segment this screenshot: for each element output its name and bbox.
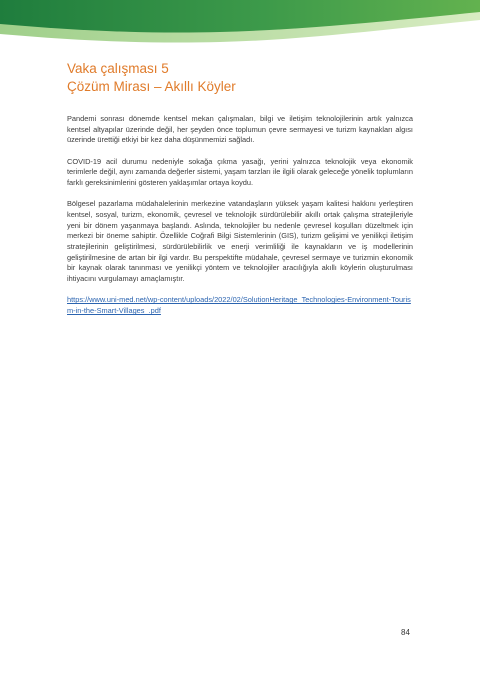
paragraph-3: Bölgesel pazarlama müdahalelerinin merkezine vatandaşların yüksek yaşam kalitesi hakkını yerleştiren kentsel, sosyal, turizm, ekonomik, çevresel ve teknolojik sürdürülebilir akıllı ortak çalışma stratejileriyle yeni bir dönem yaşanmaya başlandı. Aslında, teknolojiler bu nedenle çevresel koşulları düzeltmek için merkezi bir öneme sahiptir. Özellikle Coğrafi Bilgi Sistemlerinin (GIS), turizm gelişimi ve yenilikçi iletişim stratejilerinin geliştirilmesi, sürdürülebilirlik ve enerji verimliliği ile kaynakların ve iş modellerinin geliştirilmesine de artan bir ilgi vardır. Bu perspektifte müdahale, çevresel sermaye ve turizmin ekonomik bir kaynak olarak tanınması ve yenilikçi yöntem ve teknolojiler aracılığıyla akıllı köylerin oluşturulması ihtiyacını vurgulamayı amaçlamıştır. [67,199,413,284]
case-study-number: Vaka çalışması 5 [67,61,169,76]
paragraph-2: COVID-19 acil durumu nedeniyle sokağa çıkma yasağı, yerini yalnızca teknolojik veya ekonomik terimlerle değil, aynı zamanda değerler sistemi, yaşam tarzları ile ilgili olarak geleceğe yönelik toplumların farklı gereksinimlerini gösteren yaklaşımlar ortaya koydu. [67,156,413,188]
case-study-title [67,60,236,96]
source-link[interactable]: https://www.uni-med.net/wp-content/uploads/2022/02/SolutionHeritage_Technologies-Environment-Tourism-in-the-Smart-Villages_.pdf [67,295,411,316]
green-wave-decoration [0,0,480,46]
paragraph-1: Pandemi sonrası dönemde kentsel mekan çalışmaları, bilgi ve iletişim teknolojilerinin artık yalnızca kentsel altyapılar üzerinde değil, her şeyden önce toplumun çevre sermayesi ve turizm kaynakları algısı üzerinde ürettiği etkiyi bir kez daha düşünmemizi sağladı. [67,114,413,145]
page-number: 84 [401,628,410,637]
header-decoration-band [0,0,480,46]
case-study-subtitle: Çözüm Mirası – Akıllı Köyler [67,79,236,94]
body-text [67,114,413,317]
